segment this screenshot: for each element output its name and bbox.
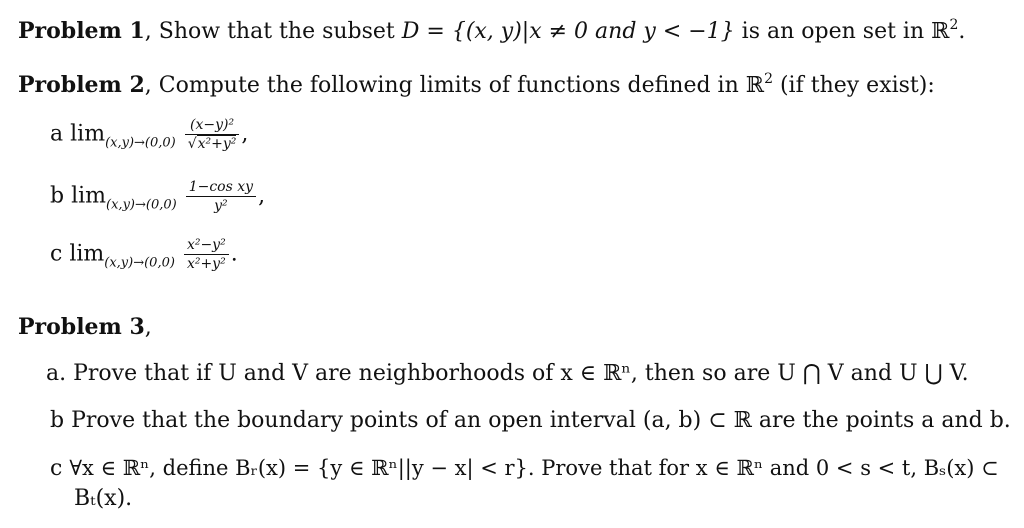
item-marker: c <box>50 241 63 267</box>
problem-2-power: 2 <box>764 71 773 87</box>
problem-3-item-c <box>50 458 999 480</box>
item-marker: a. <box>46 361 67 386</box>
problem-1-text-after: is an open set in <box>734 19 932 44</box>
item-punct: . <box>230 241 238 267</box>
problem-2-item-c <box>50 238 238 271</box>
problem-2-item-b <box>50 180 265 213</box>
problem-3-item-a <box>46 363 969 385</box>
item-marker: a <box>50 121 64 147</box>
problem-2-space: ℝ <box>745 73 765 98</box>
sqrt-icon: √ <box>187 136 197 152</box>
limit-operator: lim <box>71 183 107 209</box>
problem-2-line <box>18 72 935 97</box>
item-text: ∀x ∈ ℝⁿ, define Bᵣ(x) = {y ∈ ℝⁿ||y − x| < r}. Prove that for x ∈ ℝⁿ and 0 < s < t, Bₛ(x) ⊂ <box>69 456 999 480</box>
problem-2-text-before: , Compute the following limits of functions defined in <box>144 73 746 98</box>
fraction-denominator: y² <box>214 198 228 214</box>
problem-3-item-c-continued <box>74 488 132 510</box>
limit-fraction <box>186 180 256 213</box>
limit-subscript: (x,y)→(0,0) <box>106 197 177 213</box>
problem-2-item-a <box>50 118 248 151</box>
fraction-denominator <box>185 135 240 151</box>
item-text-continued: Bₜ(x). <box>74 486 133 511</box>
problem-1-end: . <box>958 19 966 44</box>
limit-operator: lim <box>69 241 105 267</box>
sqrt-radicand: x²+y² <box>197 136 237 152</box>
limit-fraction <box>185 118 240 151</box>
limit-operator: lim <box>70 121 106 147</box>
problem-1-space: ℝ <box>931 19 950 44</box>
problem-1-set-expression: D = {(x, y)|x ≠ 0 and y < −1} <box>401 19 735 44</box>
fraction-numerator: x²−y² <box>184 238 229 255</box>
problem-1-text-before: , Show that the subset <box>144 19 402 44</box>
problem-1-line <box>18 18 965 43</box>
item-punct: , <box>258 183 266 209</box>
limit-subscript: (x,y)→(0,0) <box>105 135 176 151</box>
problem-1-power: 2 <box>949 17 959 33</box>
limit-fraction <box>184 238 229 271</box>
item-text: Prove that if U and V are neighborhoods of x ∈ ℝⁿ, then so are U ⋂ V and U ⋃ V. <box>73 361 969 386</box>
item-marker: b <box>50 408 65 433</box>
problem-1-label: Problem 1 <box>18 18 145 44</box>
fraction-numerator: 1−cos xy <box>186 180 256 197</box>
item-text: Prove that the boundary points of an open interval (a, b) ⊂ ℝ are the points a and b. <box>71 408 1011 433</box>
fraction-numerator: (x−y)² <box>185 118 240 135</box>
fraction-denominator: x²+y² <box>186 256 226 272</box>
problem-3-label-suffix: , <box>144 315 152 340</box>
problem-2-label: Problem 2 <box>18 72 145 98</box>
limit-subscript: (x,y)→(0,0) <box>104 255 175 271</box>
problem-2-text-after: (if they exist): <box>772 73 935 98</box>
problem-3-item-b <box>50 410 1011 432</box>
problem-3-line <box>18 316 152 339</box>
item-marker: c <box>50 456 63 481</box>
item-marker: b <box>50 183 65 209</box>
item-punct: , <box>241 121 249 147</box>
problem-3-label: Problem 3 <box>18 314 145 340</box>
